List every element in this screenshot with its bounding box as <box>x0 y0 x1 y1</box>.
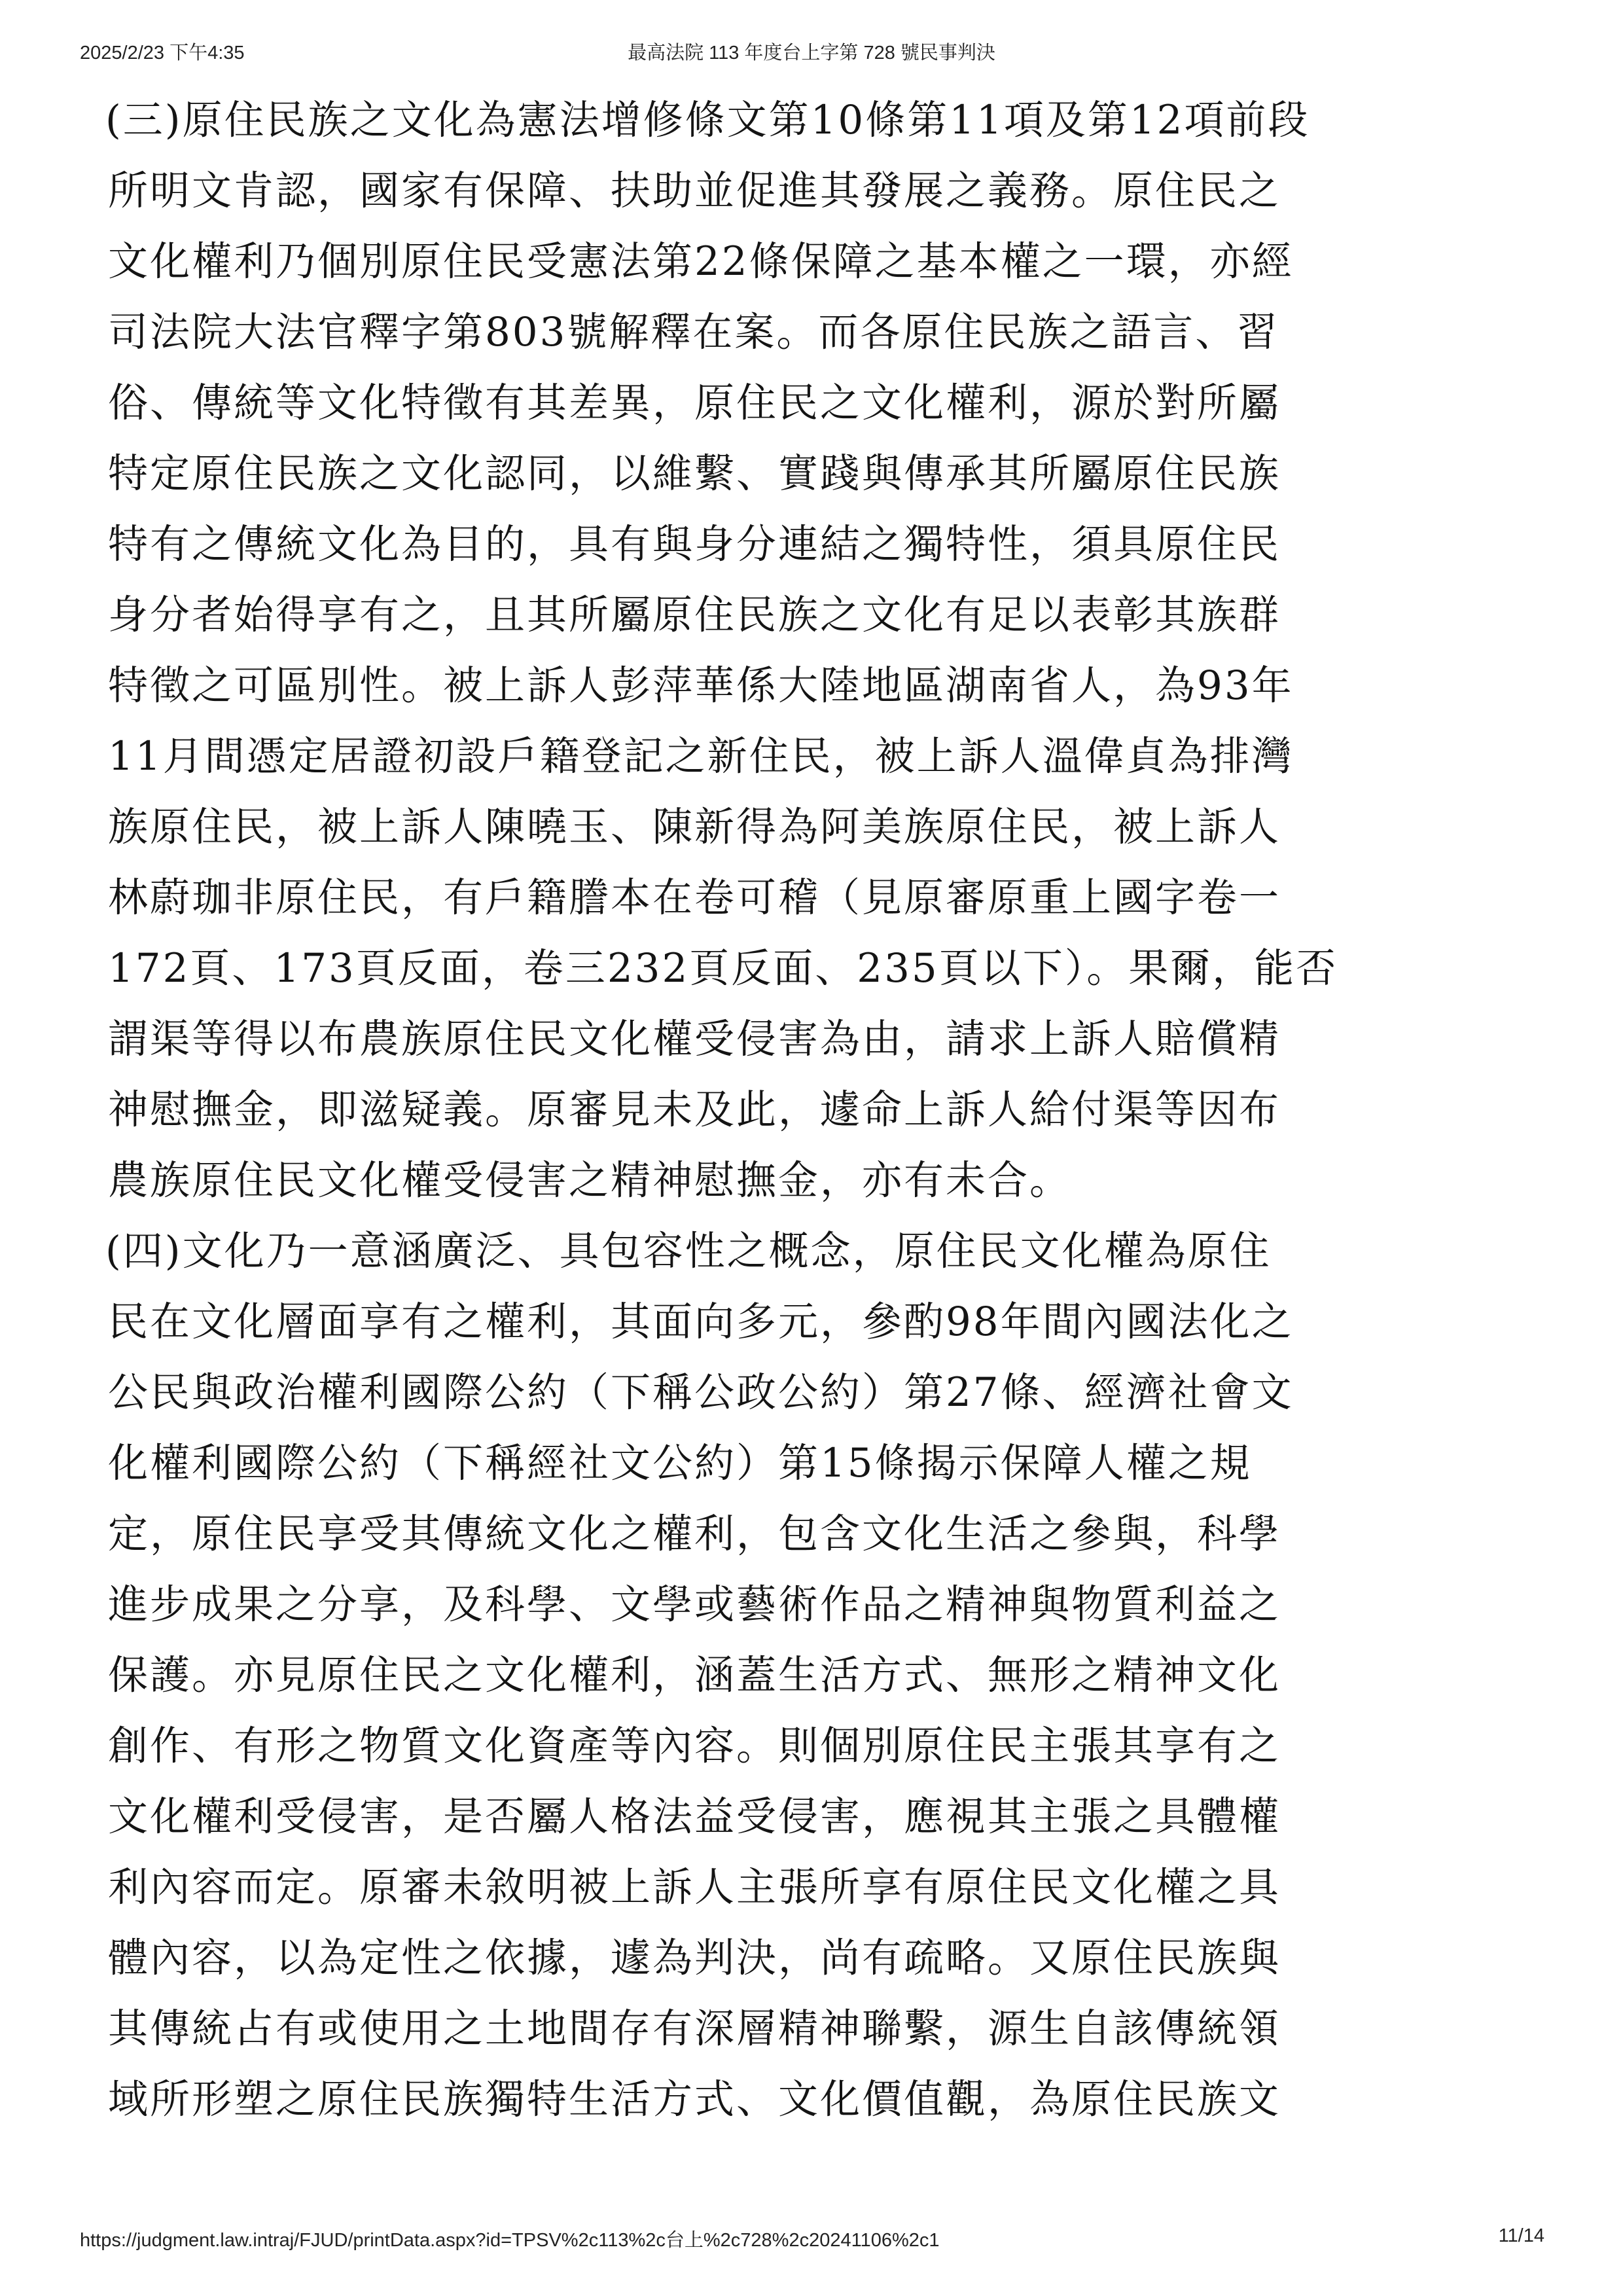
body-line: 俗、傳統等文化特徵有其差異，原住民之文化權利，源於對所屬 <box>108 380 1281 426</box>
body-line: 身分者始得享有之，且其所屬原住民族之文化有足以表彰其族群 <box>108 592 1281 638</box>
body-line: 族原住民，被上訴人陳曉玉、陳新得為阿美族原住民，被上訴人 <box>108 804 1281 850</box>
body-line: 創作、有形之物質文化資產等內容。則個別原住民主張其享有之 <box>108 1723 1281 1769</box>
body-line: 定，原住民享受其傳統文化之權利，包含文化生活之參與，科學 <box>108 1511 1281 1557</box>
body-line: 農族原住民文化權受侵害之精神慰撫金，亦有未合。 <box>108 1157 1072 1204</box>
source-url: https://judgment.law.intraj/FJUD/printData.aspx?id=TPSV%2c113%2c台上%2c728%2c20241106%2c1 <box>80 2230 940 2251</box>
body-line: 化權利國際公約（下稱經社文公約）第15條揭示保障人權之規 <box>108 1440 1252 1486</box>
body-line: 特有之傳統文化為目的，具有與身分連結之獨特性，須具原住民 <box>108 521 1281 567</box>
body-line: 林蔚珈非原住民，有戶籍謄本在卷可稽（見原審原重上國字卷一 <box>108 874 1281 921</box>
judgment-body <box>105 85 1495 2135</box>
body-line: 域所形塑之原住民族獨特生活方式、文化價值觀，為原住民族文 <box>108 2076 1281 2123</box>
body-line: 其傳統占有或使用之土地間存有深層精神聯繫，源生自該傳統領 <box>108 2005 1281 2052</box>
body-line: (四)文化乃一意涵廣泛、具包容性之概念，原住民文化權為原住 <box>105 1228 1272 1274</box>
body-line: 特定原住民族之文化認同，以維繫、實踐與傳承其所屬原住民族 <box>108 450 1281 497</box>
page-number: 11/14 <box>1498 2225 1544 2246</box>
body-line: 11月間憑定居證初設戶籍登記之新住民，被上訴人溫偉貞為排灣 <box>108 733 1294 780</box>
body-line: 保護。亦見原住民之文化權利，涵蓋生活方式、無形之精神文化 <box>108 1652 1281 1698</box>
body-line: 司法院大法官釋字第803號解釋在案。而各原住民族之語言、習 <box>108 309 1279 355</box>
print-header <box>0 38 1623 71</box>
body-line: 172頁、173頁反面，卷三232頁反面、235頁以下）。果爾，能否 <box>108 945 1338 992</box>
body-line: 特徵之可區別性。被上訴人彭萍華係大陸地區湖南省人，為93年 <box>108 662 1294 709</box>
body-line: 文化權利乃個別原住民受憲法第22條保障之基本權之一環，亦經 <box>108 238 1294 285</box>
body-line: 神慰撫金，即滋疑義。原審見未及此，遽命上訴人給付渠等因布 <box>108 1086 1281 1133</box>
document-title: 最高法院 113 年度台上字第 728 號民事判決 <box>628 43 995 63</box>
body-line: 文化權利受侵害，是否屬人格法益受侵害，應視其主張之具體權 <box>108 1793 1281 1840</box>
body-line: 利內容而定。原審未敘明被上訴人主張所享有原住民文化權之具 <box>108 1864 1281 1910</box>
body-line: 公民與政治權利國際公約（下稱公政公約）第27條、經濟社會文 <box>108 1369 1294 1416</box>
print-date: 2025/2/23 下午4:35 <box>80 43 245 63</box>
body-line: 民在文化層面享有之權利，其面向多元，參酌98年間內國法化之 <box>108 1299 1294 1345</box>
body-line: 體內容，以為定性之依據，遽為判決，尚有疏略。又原住民族與 <box>108 1935 1281 1981</box>
body-line: 所明文肯認，國家有保障、扶助並促進其發展之義務。原住民之 <box>108 168 1281 214</box>
body-line: 進步成果之分享，及科學、文學或藝術作品之精神與物質利益之 <box>108 1581 1281 1628</box>
print-footer <box>0 2225 1623 2258</box>
body-line: (三)原住民族之文化為憲法增修條文第10條第11項及第12項前段 <box>105 97 1310 143</box>
body-line: 謂渠等得以布農族原住民文化權受侵害為由，請求上訴人賠償精 <box>108 1016 1281 1062</box>
